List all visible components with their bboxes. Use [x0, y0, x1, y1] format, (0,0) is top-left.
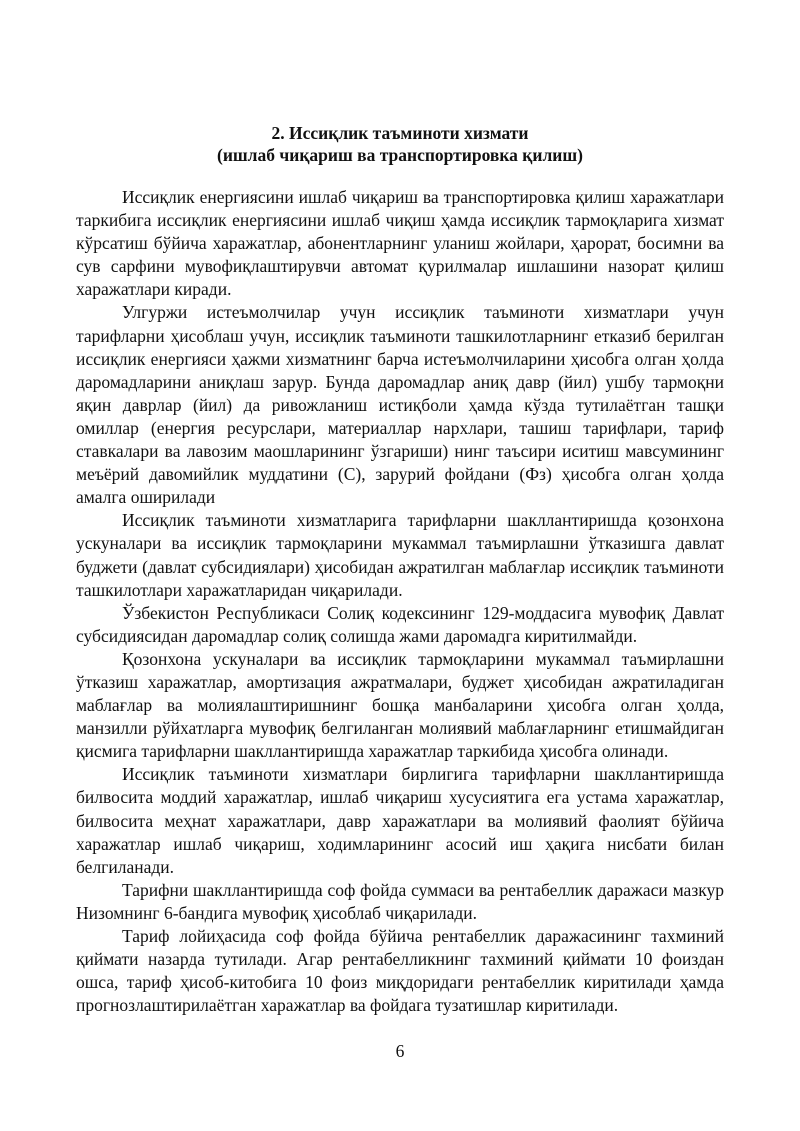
- paragraph-5: Қозонхона ускуналари ва иссиқлик тармоқларини мукаммал таъмирлашни ўтказиш харажатлар, амортизация ажратмалари, буджет ҳисобидан ажратиладиган маблағлар ва молиялаштиришнинг бошқа манбаларини ҳисобга олган ҳолда, манзилли рўйхатларга мувофиқ белгиланган молиявий маблағларнинг етишмайдиган қисмига тарифларни шакллантиришда харажатлар таркибида ҳисобга олинади.: [76, 648, 724, 762]
- paragraph-3: Иссиқлик таъминоти хизматларига тарифларни шакллантиришда қозонхона ускуналари ва иссиқлик тармоқларини мукаммал таъмирлашни ўтказишга давлат буджети (давлат субсидиялари) ҳисобидан ажратилган маблағлар иссиқлик таъминоти ташкилотлари харажатларидан чиқарилади.: [76, 510, 724, 600]
- section-heading: [76, 122, 724, 166]
- page-number: 6: [395, 1041, 405, 1061]
- paragraph-1: Иссиқлик енергиясини ишлаб чиқариш ва транспортировка қилиш харажатлари таркибига иссиқлик енергиясини ишлаб чиқиш ҳамда иссиқлик тармоқларига хизмат кўрсатиш бўйича харажатлар, абонентларнинг уланиш жойлари, ҳарорат, босимни ва сув сарфини мувофиқлаштирувчи автомат қурилмалар ишлашини назорат қилиш харажатлари киради.: [76, 187, 724, 300]
- paragraph-4: Ўзбекистон Республикаси Солиқ кодексининг 129-моддасига мувофиқ Давлат субсидиясидан даромадлар солиқ солишда жами даромадга киритилмайди.: [76, 602, 724, 646]
- paragraph-8: Тариф лойиҳасида соф фойда бўйича рентабеллик даражасининг тахминий қиймати назарда тутилади. Агар рентабелликнинг тахминий қиймати 10 фоиздан ошса, тариф ҳисоб-китобига 10 фоиз миқдоридаги рентабеллик киритилади ҳамда прогнозлаштирилаётган харажатлар ва фойдага тузатишлар киритилади.: [76, 926, 724, 1016]
- paragraph-2: Улгуржи истеъмолчилар учун иссиқлик таъминоти хизматлари учун тарифларни ҳисоблаш учун, иссиқлик таъминоти ташкилотларнинг етказиб берилган иссиқлик енергияси ҳажми хизматнинг барча истеъмолчиларини ҳисобга олган ҳолда даромадларини аниқлаш зарур. Бунда даромадлар аниқ давр (йил) ушбу тармоқни яқин даврлар (йил) да ривожланиш истиқболи ҳамда кўзда тутилаётган ташқи омиллар (енергия ресурслари, материаллар нархлари, ташиш тарифлари, тариф ставкалари ва лавозим маошларининг ўзгариши) нинг таъсири иситиш мавсумининг меъёрий давомийлик муддатини (С), зарурий фойдани (Фз) ҳисобга олган ҳолда амалга оширилади: [76, 302, 724, 508]
- heading-subtitle: (ишлаб чиқариш ва транспортировка қилиш): [217, 145, 583, 165]
- heading-title: 2. Иссиқлик таъминоти хизмати: [271, 123, 529, 143]
- paragraph-6: Иссиқлик таъминоти хизматлари бирлигига тарифларни шакллантиришда билвосита моддий харажатлар, ишлаб чиқариш хусусиятига ега устама харажатлар, билвосита меҳнат харажатлари, давр харажатлари ва молиявий фаолият бўйича харажатлар ишлаб чиқариш, ходимларининг асосий иш ҳақига нисбати билан белгиланади.: [76, 764, 724, 877]
- body-text: [76, 186, 724, 1017]
- paragraph-7: Тарифни шакллантиришда соф фойда суммаси ва рентабеллик даражаси мазкур Низомнинг 6-бандига мувофиқ ҳисоблаб чиқарилади.: [76, 879, 724, 923]
